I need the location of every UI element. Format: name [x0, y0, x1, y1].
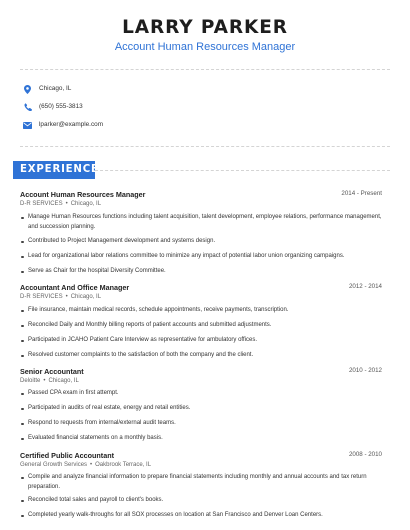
job-bullet: Passed CPA exam in first attempt. [20, 389, 382, 399]
job-title: Account Human Resources Manager [20, 190, 146, 199]
contact-email[interactable] [23, 119, 104, 131]
contact-email-text[interactable]: lparker@example.com [39, 121, 104, 128]
job-location: Oakbrook Terrace, IL [95, 462, 152, 468]
job-bullet: Compile and analyze financial information to prepare financial statements including monthly and annual accounts and tax return preparation. [20, 473, 382, 492]
job-company: General Growth Services [20, 462, 88, 468]
contact-phone [23, 101, 83, 113]
job-company: D-R SERVICES [20, 201, 63, 207]
job-bullet: Reconciled total sales and payroll to client's books. [20, 496, 382, 506]
job-dates: 2014 - Present [341, 190, 382, 197]
job-dates: 2012 - 2014 [348, 283, 382, 290]
job-bullet: Evaluated financial statements on a monthly basis. [20, 434, 382, 444]
job-company-line: Deloitte • Chicago, IL [20, 378, 79, 384]
job-location: Chicago, IL [48, 378, 79, 384]
job-bullet: Manage Human Resources functions including talent acquisition, talent development, employee relations, performance management, and succession planning. [20, 213, 382, 232]
job-bullet: Participated in audits of real estate, energy and retail entities. [20, 404, 382, 414]
job-bullet: Lead for organizational labor relations committee to minimize any impact of potential labor union organizing campaigns. [20, 252, 382, 262]
job-title: Certified Public Accountant [20, 451, 114, 460]
job-location: Chicago, IL [70, 294, 102, 300]
job-company: Deloitte [20, 378, 41, 384]
job-bullet: Contributed to Project Management development and systems design. [20, 237, 382, 247]
job-bullet: Completed yearly walk-throughs for all SOX processes on location at San Francisco and Denver Loan Centers. [20, 511, 382, 521]
contact-phone-text: (650) 555-3813 [39, 103, 83, 110]
contact-location [23, 83, 72, 95]
contact-location-text: Chicago, IL [39, 85, 72, 92]
job-bullet: Reconciled Daily and Monthly billing reports of patient accounts and submitted adjustments. [20, 321, 382, 331]
job-bullet: Participated in JCAHO Patient Care Interview as representative for ambulatory offices. [20, 336, 382, 346]
job-location: Chicago, IL [70, 201, 102, 207]
experience-heading: EXPERIENCE [13, 161, 95, 179]
job-title: Accountant And Office Manager [20, 283, 130, 292]
phone-icon [23, 103, 32, 112]
location-pin-icon [23, 85, 32, 94]
candidate-title: Account Human Resources Manager [114, 41, 296, 53]
experience-heading-rule [95, 170, 390, 171]
job-company: D-R SERVICES [20, 294, 63, 300]
envelope-icon [23, 121, 32, 130]
job-bullet: Respond to requests from internal/external audit teams. [20, 419, 382, 429]
candidate-name: LARRY PARKER [122, 17, 288, 38]
job-title: Senior Accountant [20, 367, 84, 376]
job-dates: 2010 - 2012 [348, 367, 382, 374]
job-bullet: Serve as Chair for the hospital Diversity Committee. [20, 267, 382, 277]
job-dates: 2008 - 2010 [348, 451, 382, 458]
job-company-line: D-R SERVICES • Chicago, IL [20, 201, 102, 207]
job-bullet: Resolved customer complaints to the satisfaction of both the company and the client. [20, 351, 382, 361]
job-company-line: D-R SERVICES • Chicago, IL [20, 294, 102, 300]
job-bullet: File insurance, maintain medical records, schedule appointments, receive payments, transcription. [20, 306, 382, 316]
header-divider [20, 69, 390, 70]
job-company-line: General Growth Services • Oakbrook Terrace, IL [20, 462, 152, 468]
contact-divider [20, 146, 390, 147]
